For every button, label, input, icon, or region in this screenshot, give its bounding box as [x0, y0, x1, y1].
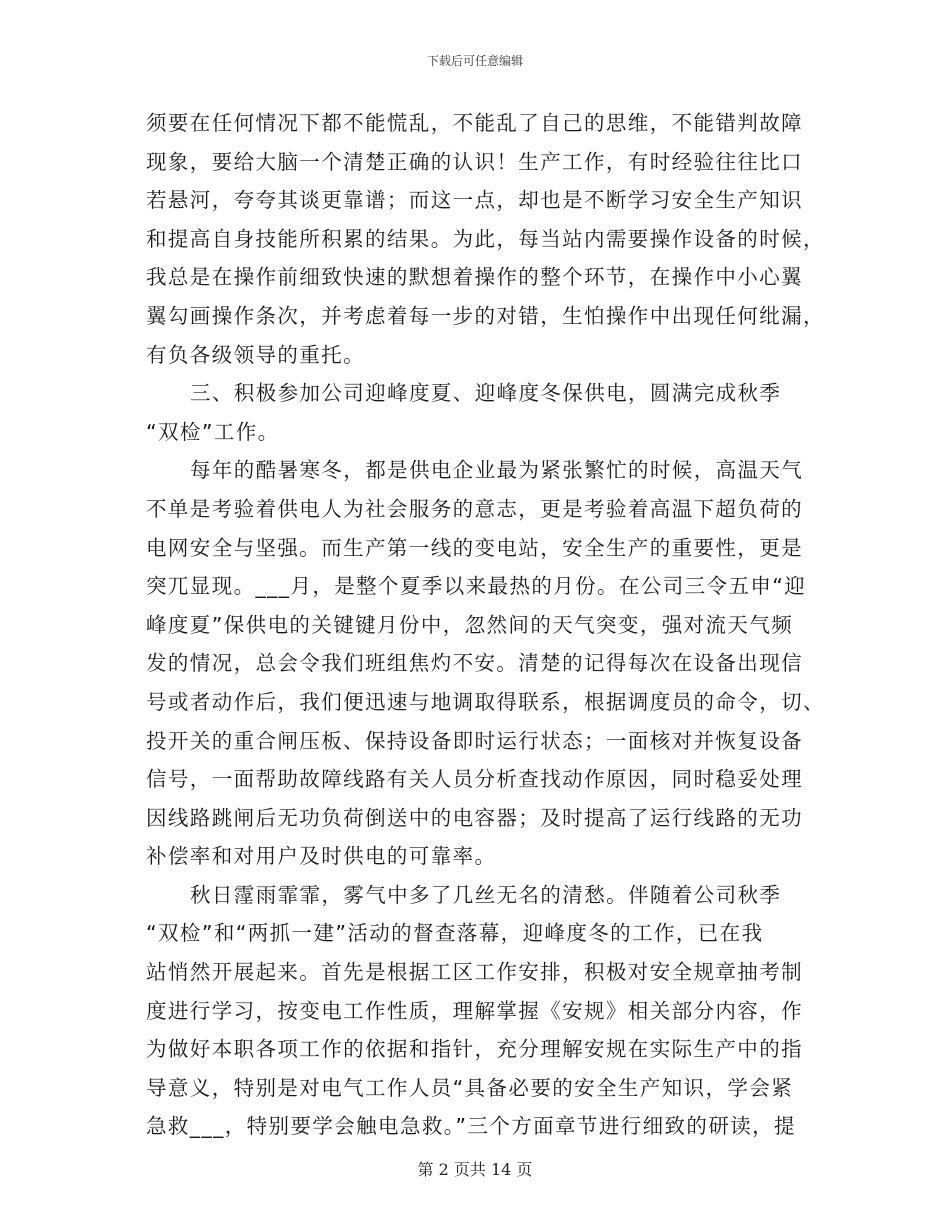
- section-heading-continued: “双检”工作。: [146, 419, 280, 444]
- text-line: 投开关的重合闸压板、保持设备即时运行状态；一面核对并恢复设备: [146, 728, 803, 753]
- document-body: [146, 104, 825, 1146]
- text-line: 有负各级领导的重托。: [146, 342, 365, 367]
- paragraph-start: 每年的酷暑寒冬，都是供电企业最为紧张繁忙的时候，高温天气: [190, 458, 804, 483]
- text-line: 不单是考验着供电人为社会服务的意志，更是考验着高温下超负荷的: [146, 496, 803, 521]
- page-number: 第 2 页共 14 页: [417, 1160, 533, 1179]
- page-header: 下载后可任意编辑: [426, 54, 523, 68]
- paragraph-start: 秋日霪雨霏霏，雾气中多了几丝无名的清愁。伴随着公司秋季: [190, 882, 782, 907]
- text-line: 导意义，特别是对电气工作人员“具备必要的安全生产知识，学会紧: [146, 1075, 794, 1100]
- text-line: 翼勾画操作条次，并考虑着每一步的对错，生怕操作中出现任何纰漏，: [146, 303, 825, 328]
- text-line: 现象，要给大脑一个清楚正确的认识！生产工作，有时经验往往比口: [146, 149, 803, 174]
- text-line: 因线路跳闸后无功负荷倒送中的电容器；及时提高了运行线路的无功: [146, 805, 803, 830]
- text-line: 突兀显现。___月，是整个夏季以来最热的月份。在公司三令五申“迎: [146, 574, 807, 599]
- text-line: 峰度夏”保供电的关键键月份中，忽然间的天气突变，强对流天气频: [146, 612, 794, 637]
- text-line: 我总是在操作前细致快速的默想着操作的整个环节，在操作中小心翼: [146, 265, 803, 290]
- section-heading: 三、积极参加公司迎峰度夏、迎峰度冬保供电，圆满完成秋季: [190, 381, 782, 406]
- text-line: 和提高自身技能所积累的结果。为此，每当站内需要操作设备的时候，: [146, 226, 825, 251]
- text-line: “双检”和“两抓一建”活动的督查落幕，迎峰度冬的工作，已在我: [146, 921, 764, 946]
- text-line: 须要在任何情况下都不能慌乱，不能乱了自己的思维，不能错判故障: [146, 111, 803, 135]
- text-line: 为做好本职各项工作的依据和指针，充分理解安规在实际生产中的指: [146, 1037, 803, 1062]
- text-line: 急救___，特别要学会触电急救。”三个方面章节进行细致的研读，提: [146, 1114, 796, 1139]
- text-line: 若悬河，夸夸其谈更靠谱；而这一点，却也是不断学习安全生产知识: [146, 188, 803, 213]
- text-line: 补偿率和对用户及时供电的可靠率。: [146, 844, 497, 869]
- text-line: 信号，一面帮助故障线路有关人员分析查找动作原因，同时稳妥处理: [146, 767, 803, 792]
- text-line: 号或者动作后，我们便迅速与地调取得联系，根据调度员的命令，切、: [146, 689, 825, 714]
- text-line: 度进行学习，按变电工作性质，理解掌握《安规》相关部分内容，作: [146, 998, 803, 1023]
- text-line: 站悄然开展起来。首先是根据工区工作安排，积极对安全规章抽考制: [146, 960, 803, 985]
- text-line: 发的情况，总会令我们班组焦灼不安。清楚的记得每次在设备出现信: [146, 651, 803, 676]
- text-line: 电网安全与坚强。而生产第一线的变电站，安全生产的重要性，更是: [146, 535, 803, 560]
